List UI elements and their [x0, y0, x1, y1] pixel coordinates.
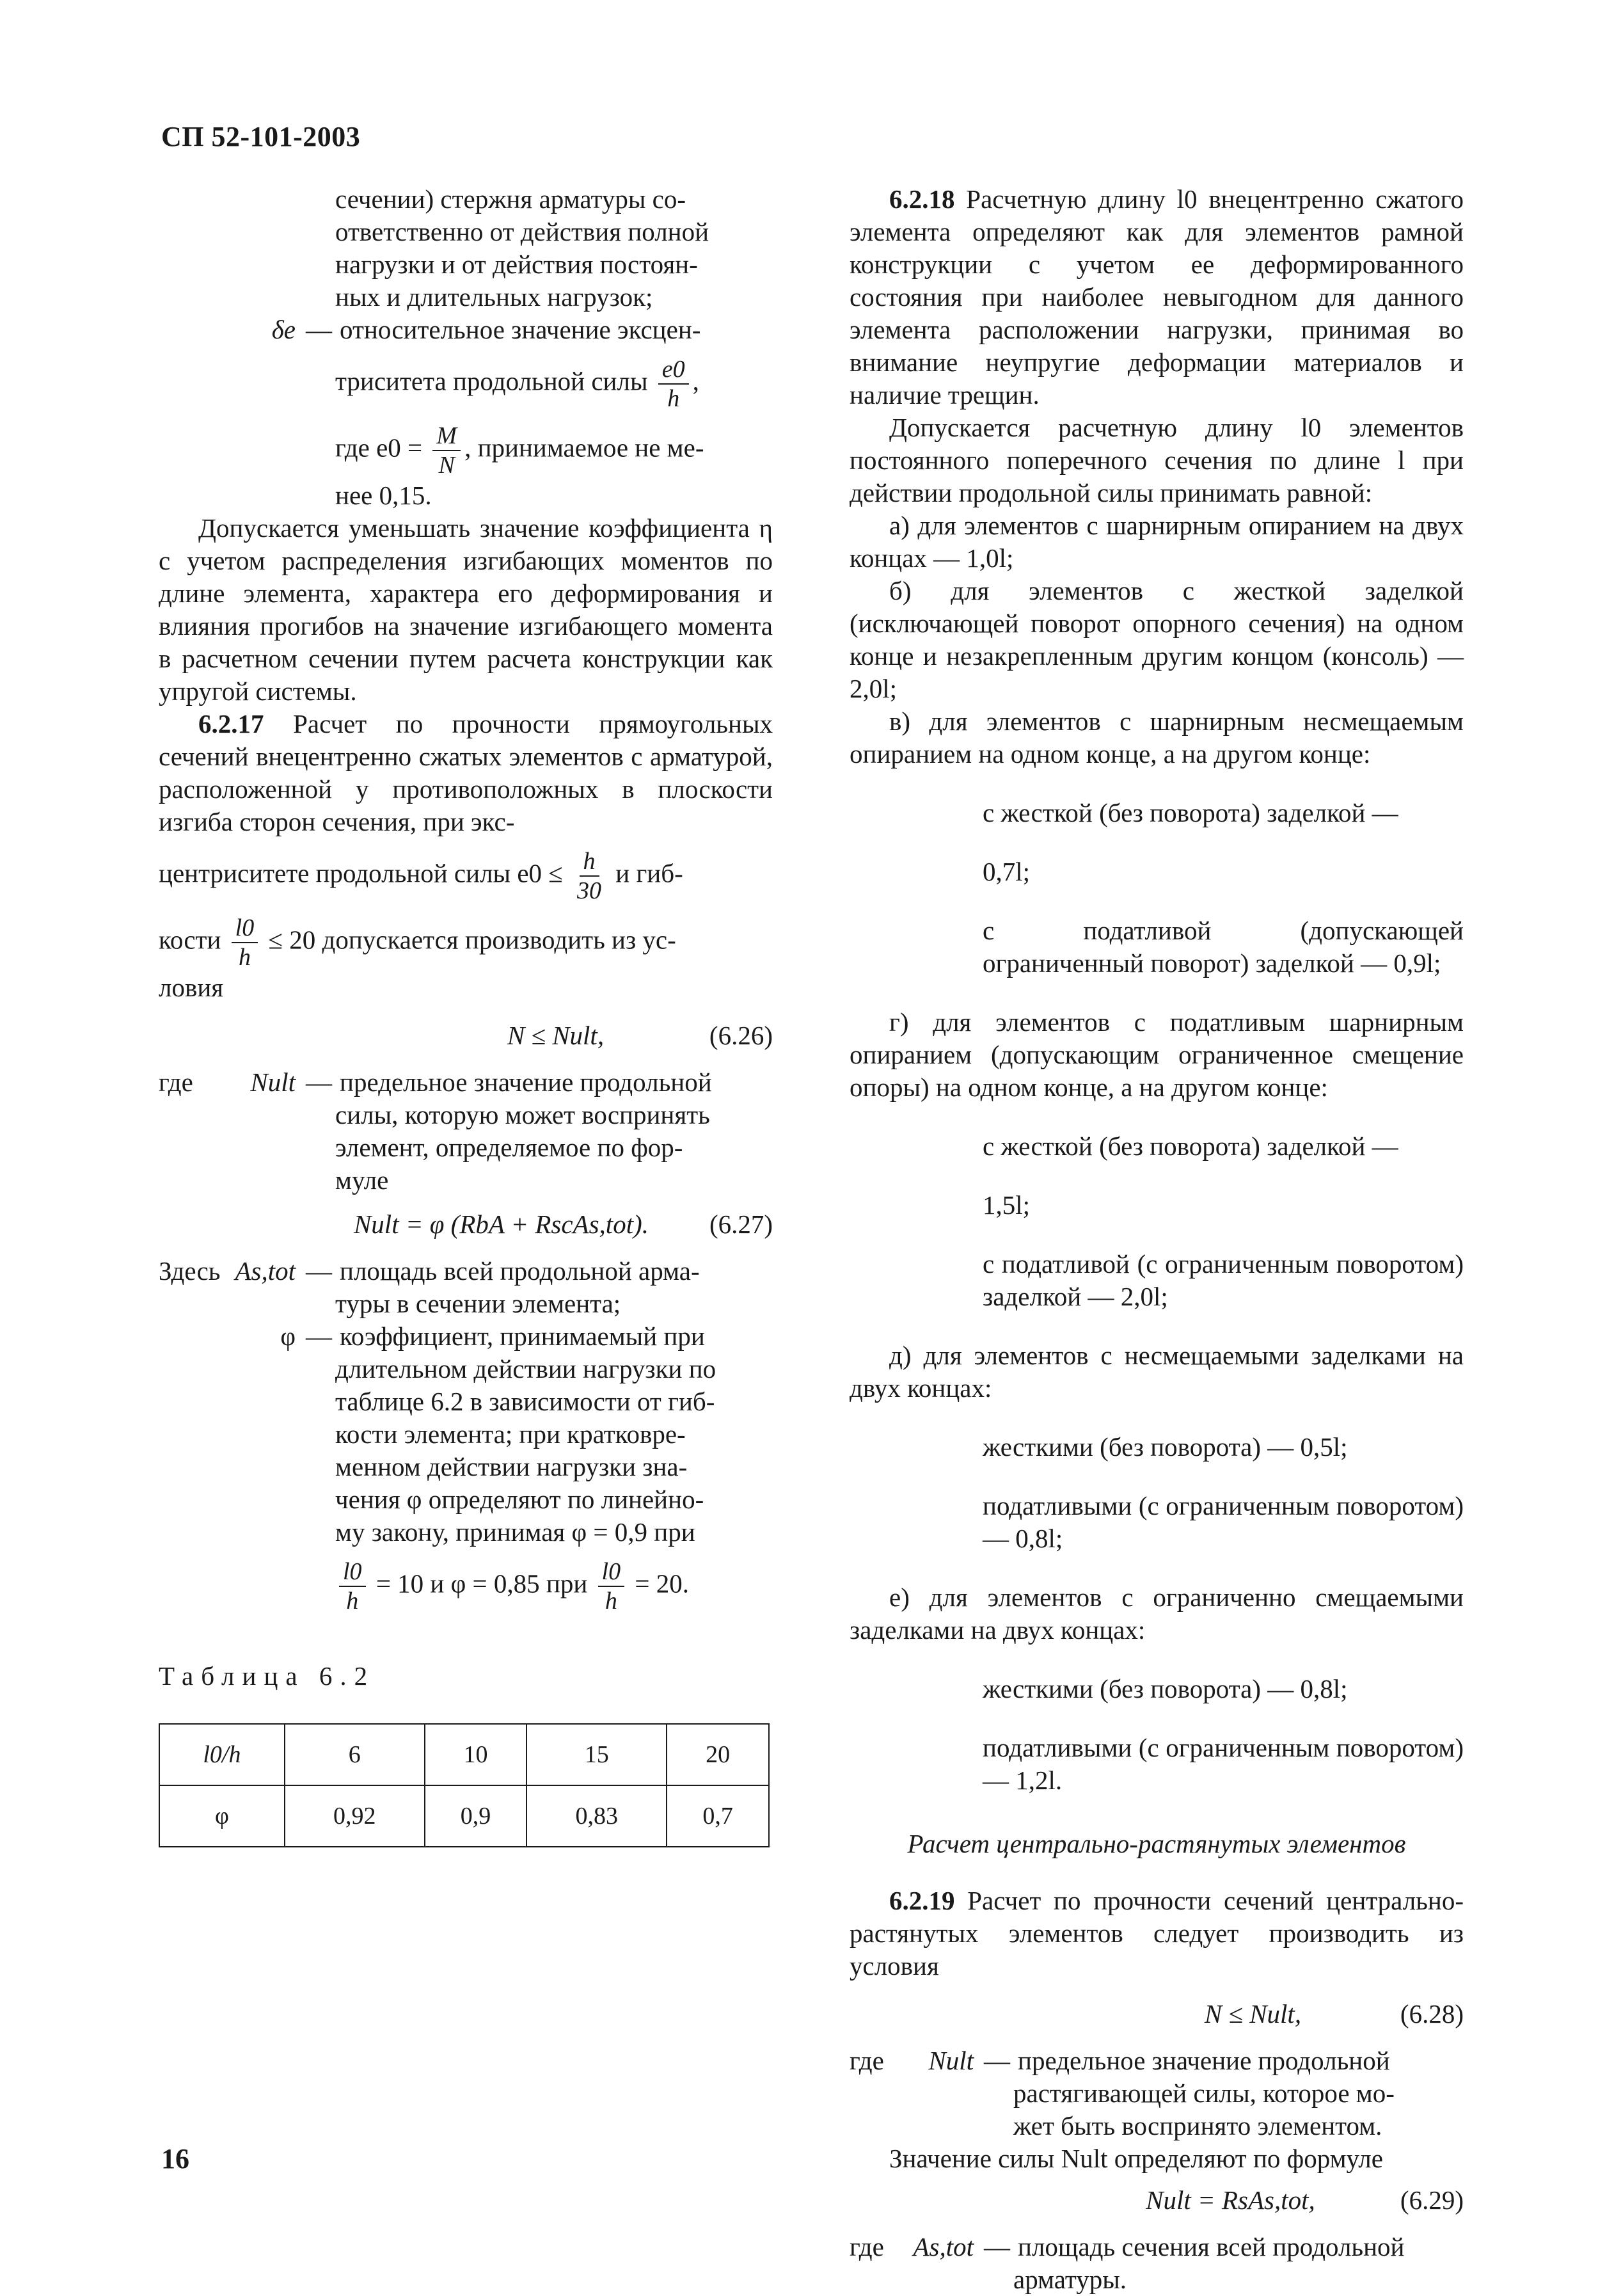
text-line: таблице 6.2 в зависимости от гиб-	[335, 1387, 715, 1416]
definition-text: площадь сечения всей продольной	[1018, 2232, 1405, 2261]
definition-dash: —	[306, 315, 332, 344]
text-line: ных и длительных нагрузок;	[335, 282, 653, 312]
table-cell: 0,83	[526, 1785, 667, 1847]
definition-symbol: Nult	[250, 1067, 296, 1097]
table-cell: 20	[667, 1724, 769, 1785]
clause-number: 6.2.19	[889, 1886, 955, 1915]
text-span: где e0 =	[335, 433, 423, 463]
equation-6-28	[850, 1998, 1464, 2030]
clause-6-2-19	[850, 1885, 1464, 1982]
formula-line	[159, 847, 773, 905]
text-span: = 10 и φ = 0,85 при	[376, 1568, 588, 1598]
equation-number: (6.26)	[709, 1021, 773, 1050]
clause-text: Расчетную длину l0 внецентренно сжатого элемента определяют как для элементов рамной конструкции с учетом ее деформированного состояния при наиболее невыгодном для данного элемента расположении нагрузки, принимая во внимание неупругие деформации материалов и наличие трещин.	[850, 184, 1464, 410]
equation-6-26	[159, 1019, 773, 1052]
text-line: туры в сечении элемента;	[335, 1289, 621, 1318]
list-item-a: а) для элементов с шарнирным опиранием на двух концах — 1,0l;	[850, 511, 1464, 573]
table-row	[159, 1785, 769, 1847]
equation: Nult = RsAs,tot,	[1146, 2185, 1315, 2215]
definition-dash: —	[306, 1067, 332, 1097]
text-line: нагрузки и от действия постоян-	[335, 250, 698, 279]
equation-6-27	[159, 1208, 773, 1241]
definition-symbol: φ	[280, 1321, 296, 1351]
text-line: силы, которую может воспринять	[335, 1100, 710, 1129]
text-span: центриситете продольной силы e0 ≤	[159, 858, 563, 888]
table-cell: 0,7	[667, 1785, 769, 1847]
here-label: Здесь	[159, 1256, 221, 1286]
table-cell: φ	[159, 1785, 285, 1847]
text-span: ,	[692, 366, 699, 396]
list-item-e: е) для элементов с ограниченно смещаемыми заделками на двух концах:	[850, 1582, 1464, 1645]
fraction-denominator: N	[438, 452, 455, 479]
list-subitem: податливыми (с ограниченным поворотом) — 1,2l.	[983, 1733, 1464, 1795]
definition-nult	[159, 1066, 773, 1099]
fraction-denominator: 30	[577, 877, 602, 904]
list-subitem: 1,5l;	[983, 1190, 1031, 1220]
formula-line	[335, 422, 773, 479]
text-line: сечении) стержня арматуры со-	[335, 184, 686, 214]
definition-dash: —	[984, 2232, 1010, 2261]
definition-nult-2	[850, 2045, 1464, 2077]
clause-6-2-17	[159, 708, 773, 838]
definition-symbol: As,tot	[235, 1256, 296, 1286]
clause-text: Расчет по прочности сечений центрально-растянутых элементов следует производить из условия	[850, 1886, 1464, 1981]
fraction	[339, 1558, 366, 1615]
formula-line	[159, 914, 773, 971]
fraction-numerator: h	[580, 847, 599, 877]
list-item-v: в) для элементов с шарнирным несмещаемым опиранием на одном конце, а на другом конце:	[850, 706, 1464, 769]
fraction-numerator: M	[432, 422, 461, 451]
definition-text: предельное значение продольной	[340, 1067, 712, 1097]
doc-code-header: СП 52-101-2003	[161, 121, 361, 152]
where-label: где	[159, 1067, 193, 1097]
list-subitem: 0,7l;	[983, 857, 1031, 886]
where-label: где	[850, 2046, 884, 2075]
text-span: триситета продольной силы	[335, 366, 648, 396]
table-cell: 15	[526, 1724, 667, 1785]
text-line: кости элемента; при кратковре-	[335, 1419, 686, 1449]
fraction-numerator: l0	[232, 914, 258, 943]
table-6-2	[159, 1723, 770, 1847]
text-span: = 20.	[635, 1568, 689, 1598]
list-subitem: с податливой (с ограниченным поворотом) заделкой — 2,0l;	[983, 1249, 1464, 1311]
definition-symbol: Nult	[928, 2046, 974, 2075]
where-label: где	[850, 2232, 884, 2261]
list-subitem: с жесткой (без поворота) заделкой —	[983, 798, 1398, 827]
text-line: элемент, определяемое по фор-	[335, 1133, 683, 1162]
definition-dash: —	[306, 1256, 332, 1286]
paragraph: Допускается уменьшать значение коэффициента η с учетом распределения изгибающих моментов по длине элемента, характера его деформирования и влияния прогибов на значение изгибающего момента в расчетном сечении путем расчета конструкции как упругой системы.	[159, 513, 773, 706]
fraction	[573, 847, 605, 905]
definition-dash: —	[306, 1321, 332, 1351]
formula-line	[335, 1558, 773, 1615]
clause-number: 6.2.18	[889, 184, 955, 214]
text-line: ответственно от действия полной	[335, 217, 709, 246]
equation-6-29	[850, 2184, 1464, 2217]
list-subitem: с податливой (допускающей ограниченный поворот) заделкой — 0,9l;	[983, 916, 1464, 978]
equation: Nult = φ (RbA + RscAs,tot).	[353, 1209, 649, 1239]
fraction-denominator: h	[667, 385, 680, 412]
clause-6-2-18	[850, 183, 1464, 411]
list-subitem: с жесткой (без поворота) заделкой —	[983, 1131, 1398, 1161]
text-line: ловия	[159, 973, 224, 1002]
text-line: нее 0,15.	[335, 481, 432, 510]
definition-astot	[159, 1255, 773, 1288]
section-title: Расчет центрально-растянутых элементов	[907, 1829, 1406, 1858]
definition-astot-2	[850, 2231, 1464, 2263]
equation-number: (6.29)	[1400, 2185, 1464, 2215]
list-item-d: д) для элементов с несмещаемыми заделками на двух концах:	[850, 1341, 1464, 1403]
definition-dash: —	[984, 2046, 1010, 2075]
definition-text: предельное значение продольной	[1018, 2046, 1390, 2075]
text-line: длительном действии нагрузки по	[335, 1354, 716, 1383]
text-line: муле	[335, 1165, 389, 1195]
equation: N ≤ Nult,	[1204, 1999, 1302, 2029]
table-cell: 0,92	[285, 1785, 425, 1847]
text-line: растягивающей силы, которое мо-	[1013, 2078, 1395, 2108]
table-cell: 6	[285, 1724, 425, 1785]
list-subitem: жесткими (без поворота) — 0,5l;	[983, 1432, 1348, 1462]
fraction-numerator: l0	[339, 1558, 366, 1587]
definition-symbol: δe	[271, 315, 296, 344]
list-subitem: жесткими (без поворота) — 0,8l;	[983, 1674, 1348, 1703]
clause-text: Расчет по прочности прямоугольных сечений внецентренно сжатых элементов с арматурой, расположенной у противоположных в плоскости изгиба сторон сечения, при экс-	[159, 709, 773, 836]
definition-text: площадь всей продольной арма-	[340, 1256, 700, 1286]
table-cell: 0,9	[425, 1785, 527, 1847]
fraction	[658, 355, 689, 413]
text-line: му закону, принимая φ = 0,9 при	[335, 1517, 695, 1547]
equation-number: (6.28)	[1400, 1999, 1464, 2029]
table-row	[159, 1724, 769, 1785]
fraction	[232, 914, 258, 971]
definition-symbol: As,tot	[913, 2232, 974, 2261]
fraction-denominator: h	[346, 1588, 359, 1614]
fraction-denominator: h	[605, 1588, 617, 1614]
list-item-g: г) для элементов с податливым шарнирным опиранием (допускающим ограниченное смещение опоры) на одном конце, а на другом конце:	[850, 1007, 1464, 1102]
list-subitem: податливыми (с ограниченным поворотом) — 0,8l;	[983, 1491, 1464, 1553]
definition-delta-e	[159, 314, 773, 346]
equation-number: (6.27)	[709, 1209, 773, 1239]
definition-text: коэффициент, принимаемый при	[340, 1321, 705, 1351]
equation: N ≤ Nult,	[507, 1021, 605, 1050]
fraction-numerator: l0	[598, 1558, 625, 1587]
text-span: ≤ 20 допускается производить из ус-	[268, 925, 676, 955]
right-column	[850, 183, 1464, 2296]
table-cell: l0/h	[159, 1724, 285, 1785]
definition-text: относительное значение эксцен-	[340, 315, 701, 344]
page-number: 16	[161, 2143, 189, 2174]
text-span: и гиб-	[615, 858, 683, 888]
paragraph: Допускается расчетную длину l0 элементов постоянного поперечного сечения по длине l при действии продольной силы принимать равной:	[850, 413, 1464, 507]
table-cell: 10	[425, 1724, 527, 1785]
fraction	[432, 422, 461, 479]
text-line: арматуры.	[1013, 2265, 1127, 2294]
list-item-b: б) для элементов с жесткой заделкой (исключающей поворот опорного сечения) на одном конце и незакрепленным другим концом (консоль) — 2,0l;	[850, 576, 1464, 703]
formula-line	[335, 355, 773, 413]
left-column	[159, 183, 773, 1847]
fraction-denominator: h	[238, 944, 251, 971]
text-line: чения φ определяют по линейно-	[335, 1485, 704, 1514]
clause-number: 6.2.17	[198, 709, 264, 738]
text-line: жет быть воспринято элементом.	[1013, 2111, 1382, 2141]
text-span: , принимаемое не ме-	[464, 433, 704, 463]
text-span: кости	[159, 925, 221, 955]
text-line: менном действии нагрузки зна-	[335, 1452, 688, 1481]
paragraph: Значение силы Nult определяют по формуле	[889, 2144, 1383, 2173]
definition-phi	[159, 1320, 773, 1353]
fraction	[598, 1558, 625, 1615]
fraction-numerator: e0	[658, 355, 689, 385]
table-caption: Таблица 6.2	[159, 1661, 376, 1691]
